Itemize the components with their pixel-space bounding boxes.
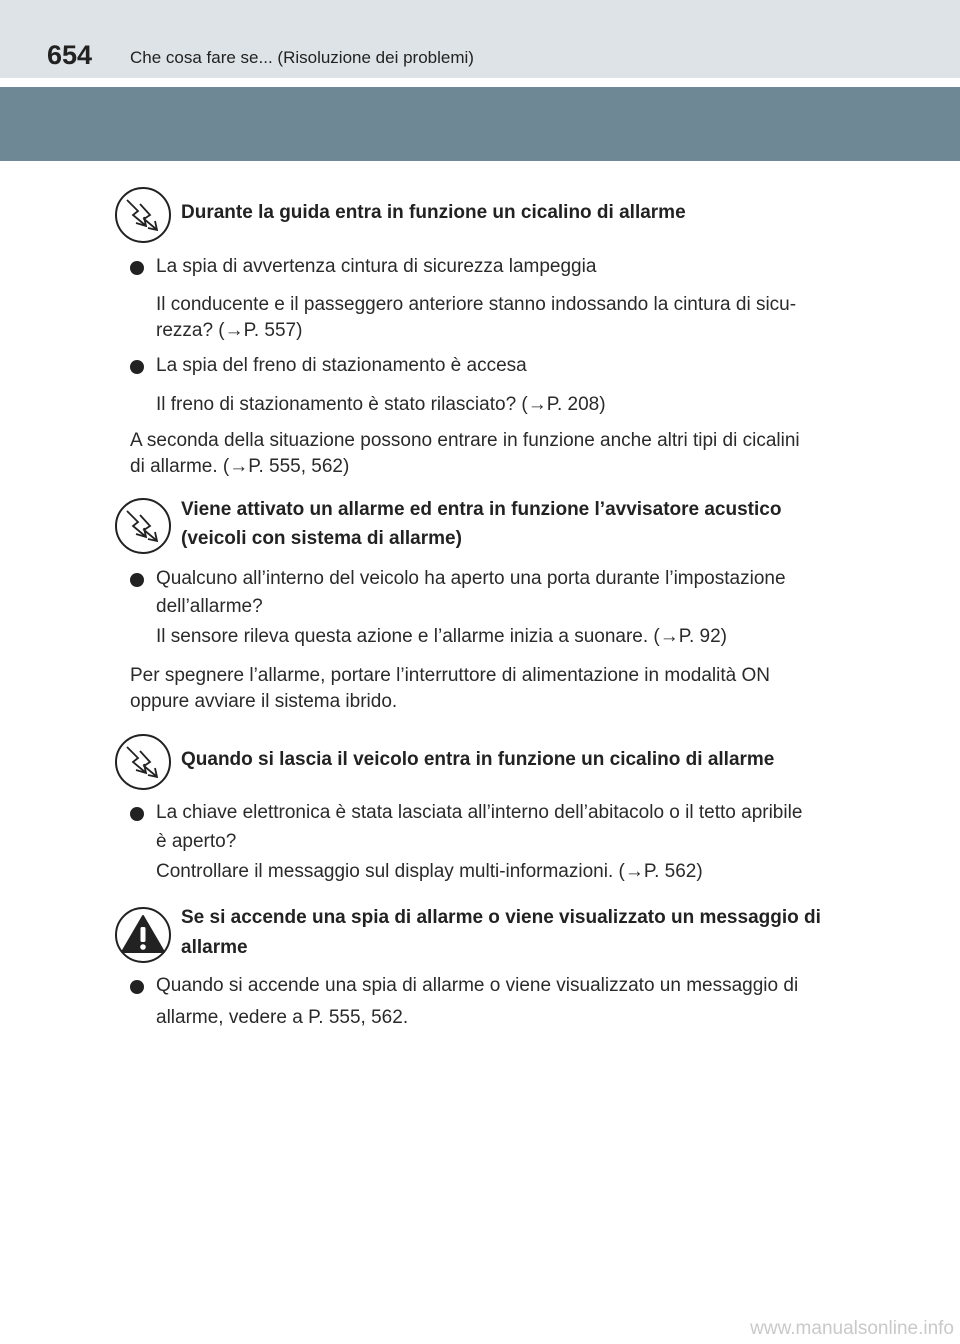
section-title-2: Viene attivato un allarme ed entra in funzione l’avvisatore acustico [181, 499, 782, 520]
section-title-4: Se si accende una spia di allarme o viene visualizzato un messaggio di [181, 907, 821, 928]
bullet-detail: Il freno di stazionamento è stato rilasciato? (→P. 208) [156, 394, 606, 415]
bullet-text: Qualcuno all’interno del veicolo ha aperto una porta durante l’impostazione [156, 568, 786, 589]
note-text: A seconda della situazione possono entrare in funzione anche altri tipi di cicalini [130, 430, 800, 451]
warning-exclamation-icon [114, 906, 172, 964]
bullet-detail: Controllare il messaggio sul display multi-informazioni. (→P. 562) [156, 861, 703, 882]
bullet-dot [130, 573, 144, 587]
section-title-4-line-2: allarme [181, 937, 248, 958]
bullet-detail: Il conducente e il passeggero anteriore stanno indossando la cintura di sicu- [156, 294, 797, 315]
bullet-text: La chiave elettronica è stata lasciata all’interno dell’abitacolo o il tetto apribile [156, 802, 803, 823]
note-text: di allarme. (→P. 555, 562) [130, 456, 350, 477]
caution-lightning-icon [114, 186, 172, 244]
note-text: Per spegnere l’allarme, portare l’interruttore di alimentazione in modalità ON [130, 665, 770, 686]
bullet-dot [130, 261, 144, 275]
bullet-dot [130, 807, 144, 821]
bullet-text: La spia di avvertenza cintura di sicurezza lampeggia [156, 256, 597, 277]
caution-lightning-icon [114, 497, 172, 555]
bullet-text-line-2: allarme, vedere a P. 555, 562. [156, 1007, 409, 1028]
page-number: 654 [47, 40, 93, 70]
section-title-2-line-2: (veicoli con sistema di allarme) [181, 528, 462, 549]
page-title: Che cosa fare se... (Risoluzione dei problemi) [130, 48, 474, 67]
bullet-dot [130, 980, 144, 994]
watermark: www.manualsonline.info [750, 1318, 954, 1339]
bullet-text-line-2: dell’allarme? [156, 596, 263, 617]
bullet-dot [130, 360, 144, 374]
bullet-text: Quando si accende una spia di allarme o viene visualizzato un messaggio di [156, 975, 799, 996]
header-band [0, 87, 960, 161]
caution-lightning-icon [114, 733, 172, 791]
bullet-text: La spia del freno di stazionamento è accesa [156, 355, 527, 376]
bullet-detail: Il sensore rileva questa azione e l’allarme inizia a suonare. (→P. 92) [156, 626, 728, 647]
note-text: oppure avviare il sistema ibrido. [130, 691, 398, 712]
bullet-detail: rezza? (→P. 557) [156, 320, 303, 341]
section-title-3: Quando si lascia il veicolo entra in funzione un cicalino di allarme [181, 749, 775, 770]
bullet-text-line-2: è aperto? [156, 831, 237, 852]
section-title-1: Durante la guida entra in funzione un cicalino di allarme [181, 202, 686, 223]
